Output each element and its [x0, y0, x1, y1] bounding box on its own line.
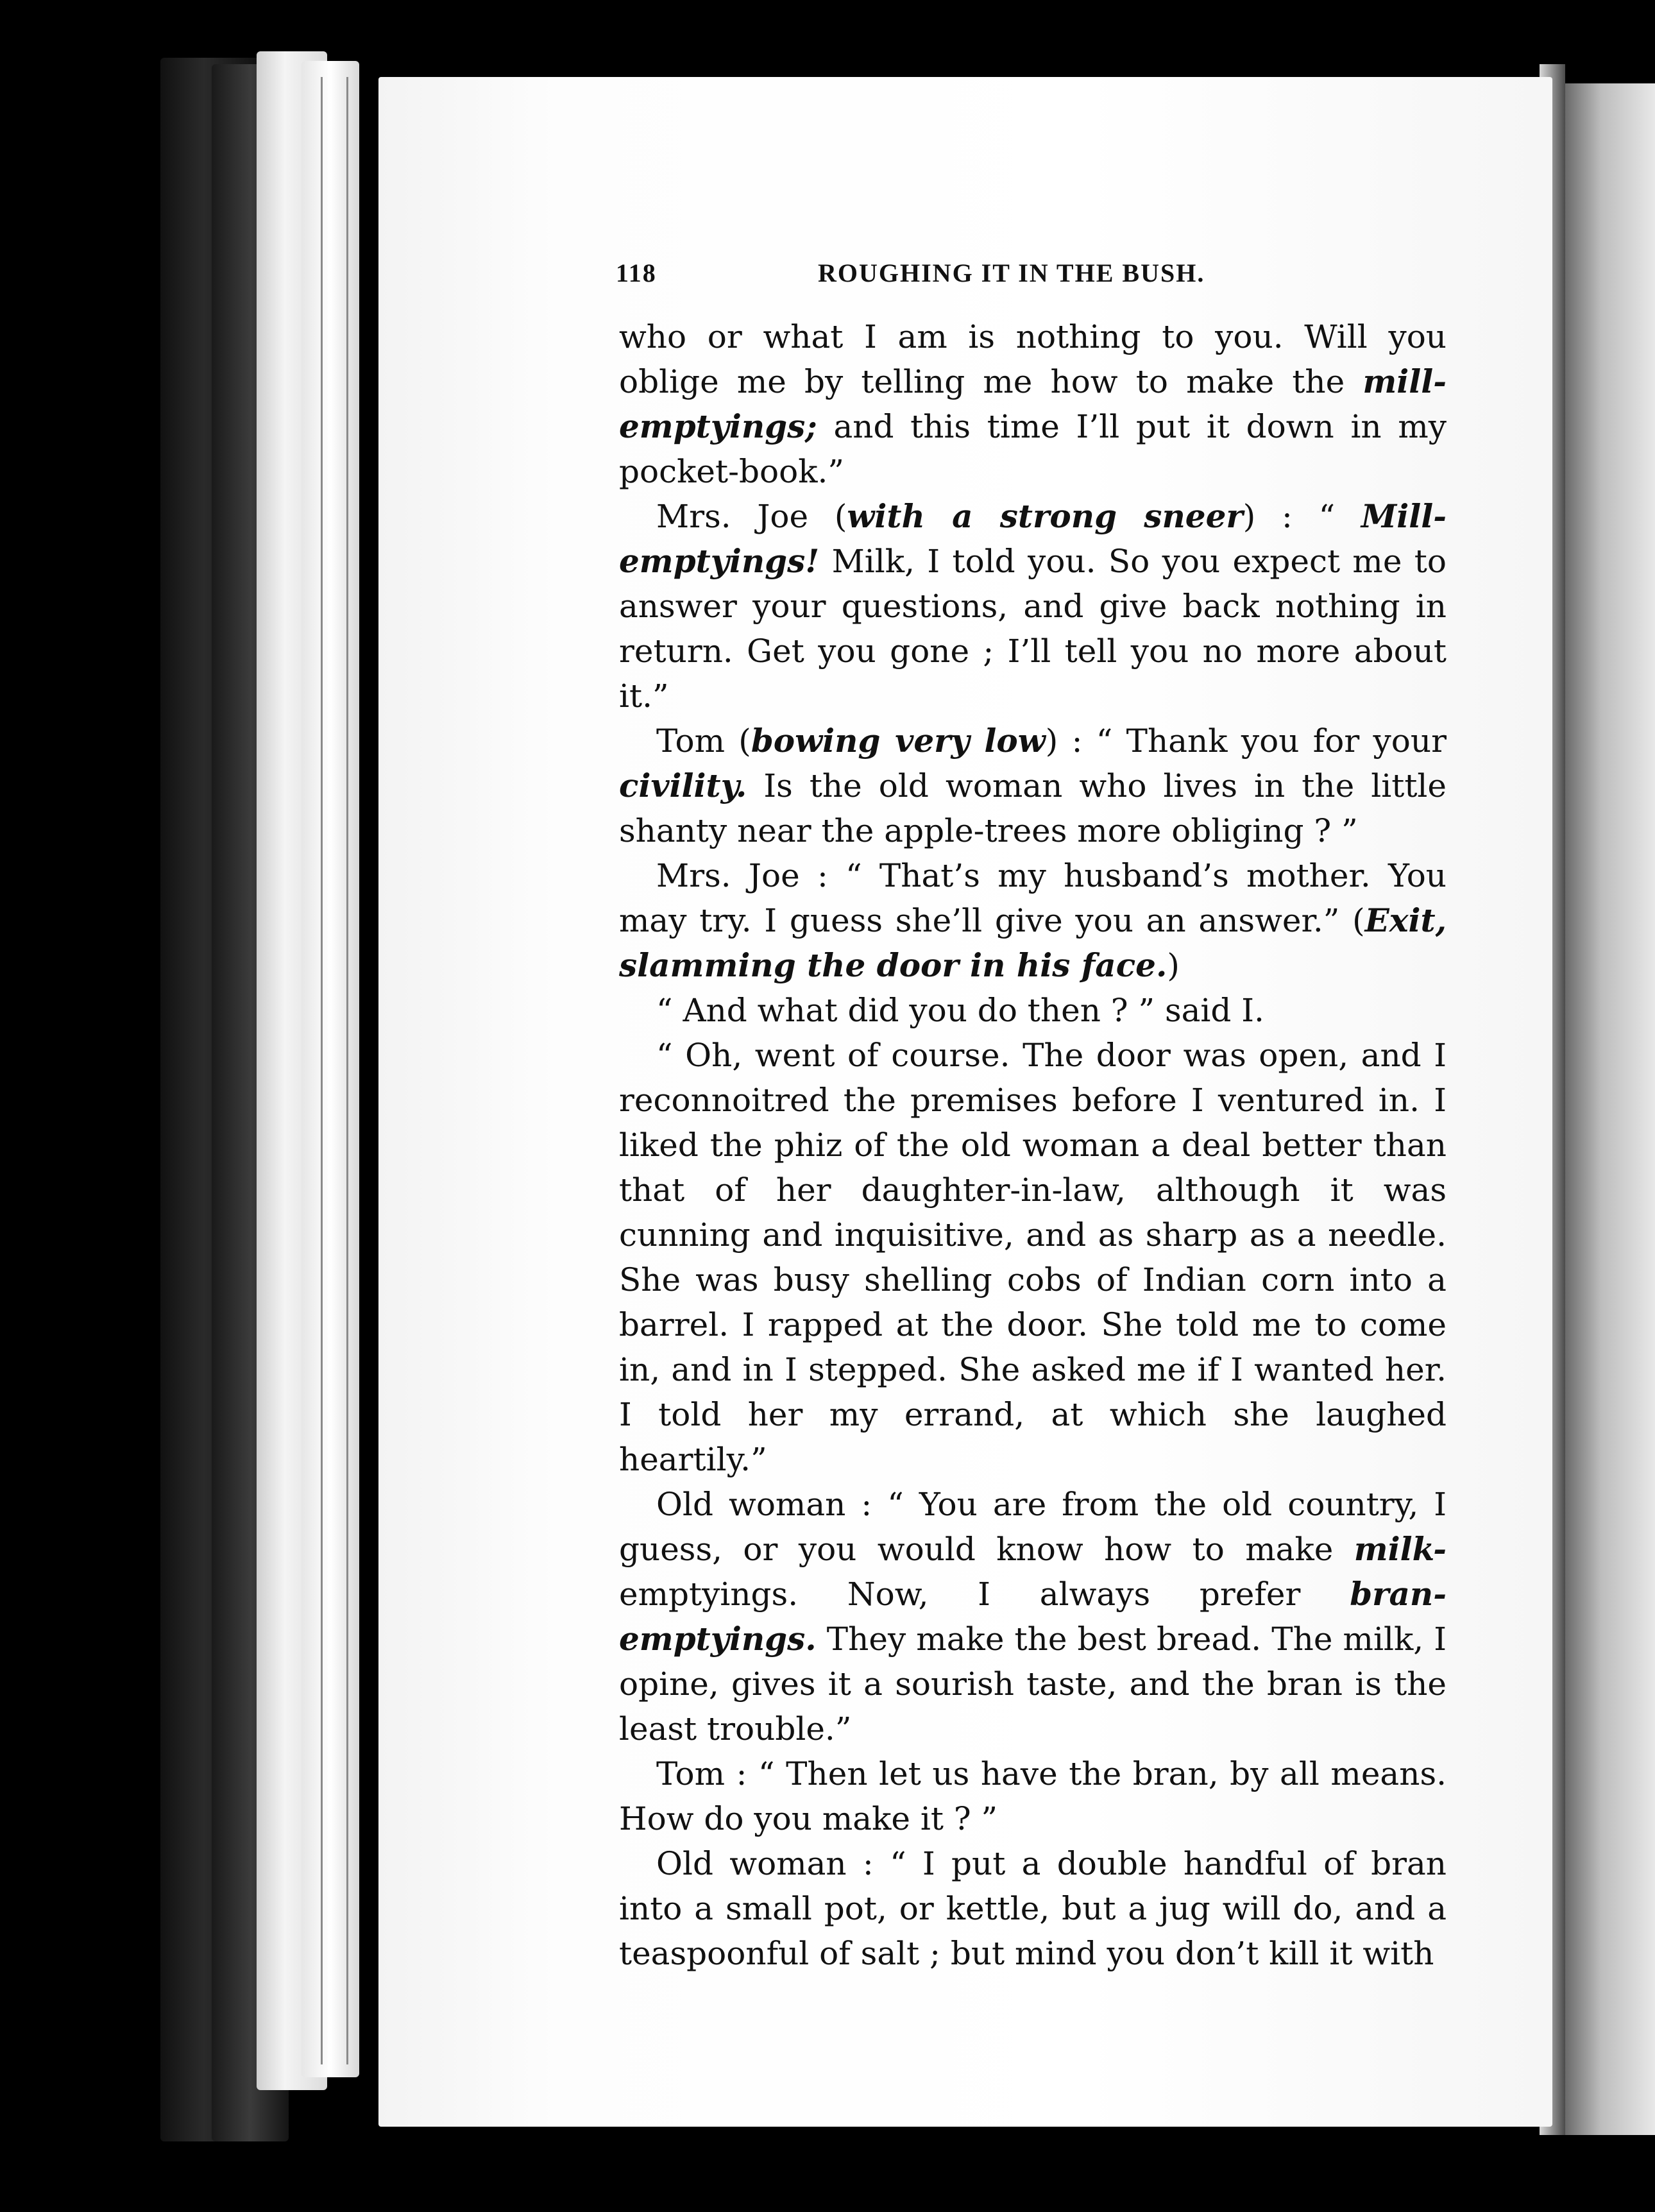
paragraph	[619, 1482, 1447, 1751]
text-run: Tom : “ Then let us have the bran, by all means. How do you make it ? ”	[619, 1755, 1447, 1837]
text-run: “ Oh, went of course. The door was open, and I reconnoitred the premises before I ventured in. I liked the phiz of the old woman a deal better than that of her daughter-in-law, although it was cunning and inquisitive, and as sharp as a needle. She was busy shelling cobs of Indian corn into a barrel. I rapped at the door. She told me to come in, and in I stepped. She asked me if I wanted her. I told her my errand, at which she laughed heartily.”	[619, 1037, 1447, 1478]
text-run: Mrs. Joe : “ That’s my husband’s mother. You may try. I guess she’ll give you an answer.” (	[619, 857, 1447, 939]
paragraph	[619, 314, 1447, 494]
paragraph	[619, 988, 1447, 1033]
text-run: ) : “ Thank you for your	[1045, 722, 1447, 760]
page-edge-line	[321, 77, 323, 2064]
book-page	[378, 77, 1552, 2127]
text-run: who or what I am is nothing to you. Will you oblige me by telling me how to make the	[619, 318, 1447, 400]
paragraph	[619, 1033, 1447, 1482]
body-text	[619, 314, 1447, 1976]
paragraph	[619, 1751, 1447, 1841]
italic-text: milk-	[1354, 1530, 1447, 1568]
page-edge-line	[346, 77, 348, 2064]
italic-text: with a strong sneer	[847, 497, 1243, 535]
page-edges-front	[301, 61, 359, 2077]
paragraph	[619, 853, 1447, 988]
italic-text: Mill-emptyings!	[619, 497, 1447, 580]
text-run: Is the old woman who lives in the little shanty near the apple-trees more obliging ? ”	[619, 767, 1447, 849]
italic-text: mill-emptyings;	[619, 362, 1447, 445]
text-run: emptyings. Now, I always prefer	[619, 1576, 1350, 1613]
text-run: Tom (	[656, 722, 751, 760]
text-run: and this time I’ll put it down in my pocket-book.”	[619, 408, 1447, 490]
italic-text: Exit, slamming the door in his face.	[619, 901, 1447, 984]
italic-text: civility.	[619, 767, 747, 804]
paragraph	[619, 719, 1447, 853]
italic-text: bran-emptyings.	[619, 1575, 1447, 1658]
text-run: ) : “	[1243, 498, 1361, 535]
text-run: Mrs. Joe (	[656, 498, 847, 535]
text-run: )	[1167, 947, 1180, 984]
page-number: 118	[616, 259, 657, 287]
text-run: Old woman : “ I put a double handful of bran into a small pot, or kettle, but a jug will do, and a teaspoonful of salt ; but mind you don’t kill it with	[619, 1845, 1447, 1972]
text-run: They make the best bread. The milk, I opine, gives it a sourish taste, and the bran is the least trouble.”	[619, 1621, 1447, 1748]
text-run: Milk, I told you. So you expect me to answer your questions, and give back nothing in return. Get you gone ; I’ll tell you no more about it.”	[619, 543, 1447, 715]
running-title: ROUGHING IT IN THE BUSH.	[818, 259, 1205, 287]
text-run: Old woman : “ You are from the old country, I guess, or you would know how to make	[619, 1486, 1447, 1568]
facing-page-edge	[1565, 83, 1655, 2135]
italic-text: bowing very low	[751, 722, 1046, 760]
paragraph	[619, 494, 1447, 719]
text-run: “ And what did you do then ? ” said I.	[656, 992, 1264, 1029]
paragraph	[619, 1841, 1447, 1976]
